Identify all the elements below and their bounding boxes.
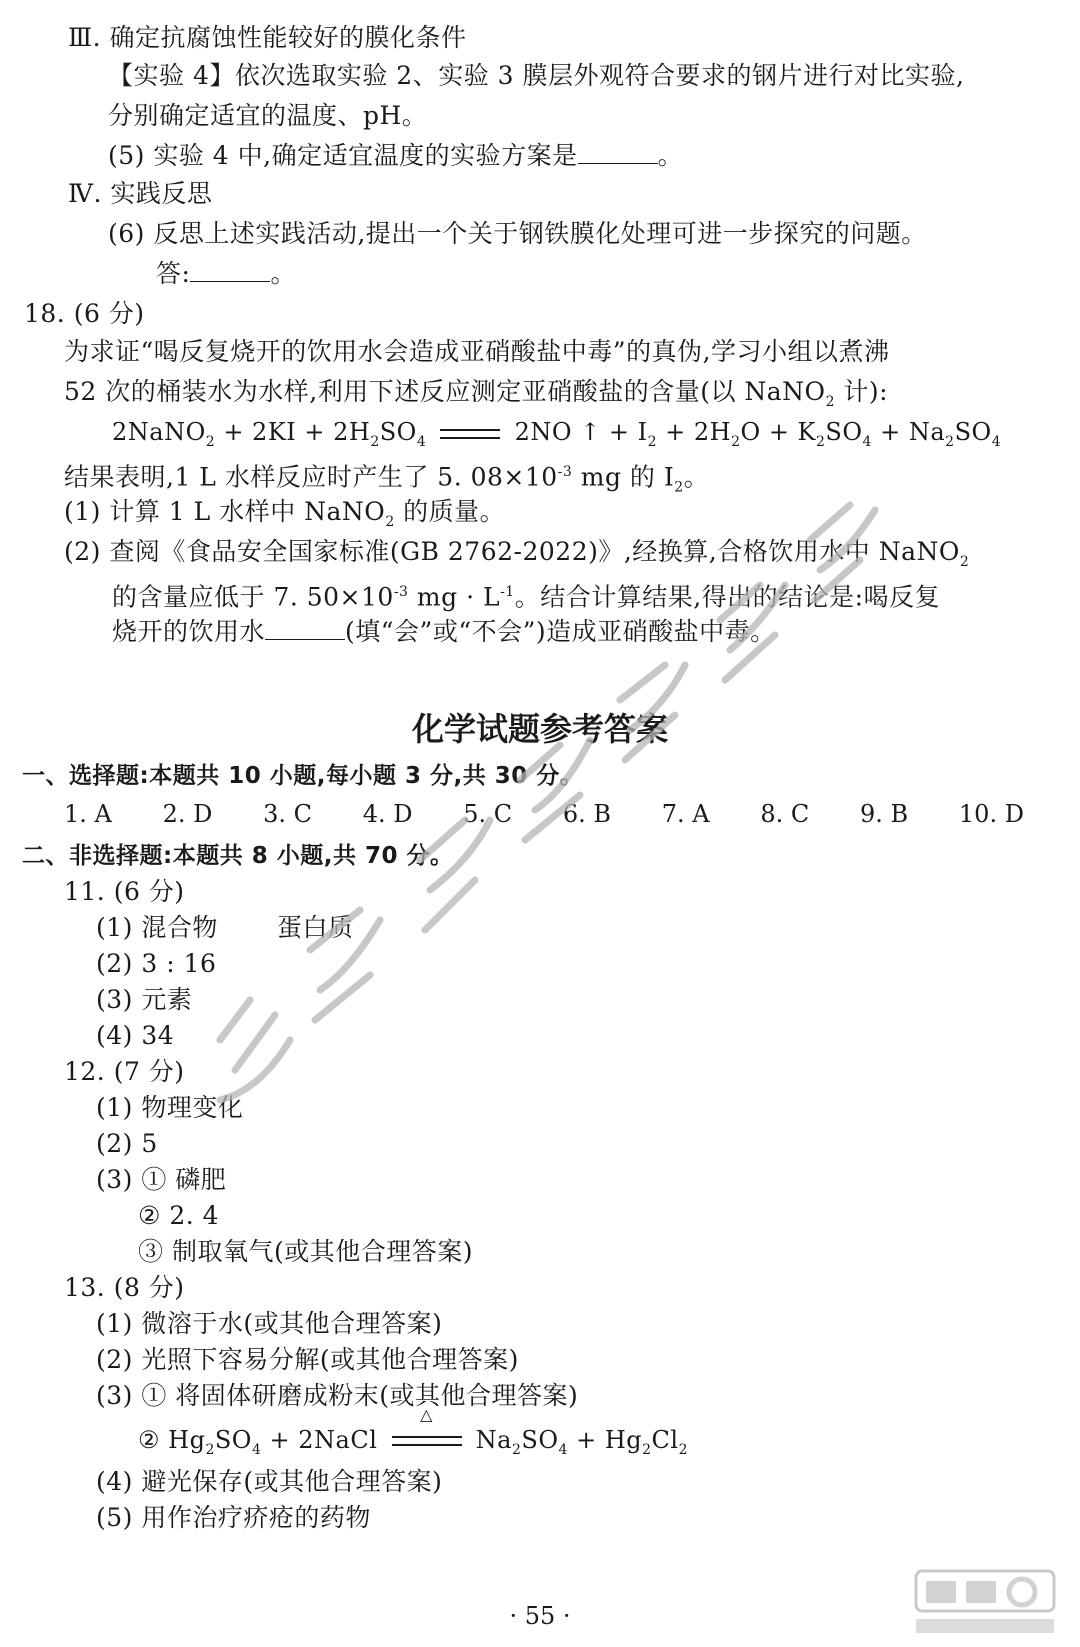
subscript: 4	[862, 433, 872, 450]
q18-number: 18. (6 分)	[24, 299, 145, 328]
q6-line: (6) 反思上述实践活动,提出一个关于钢铁膜化处理可进一步探究的问题。	[108, 219, 927, 248]
q6-answer-line	[156, 258, 296, 290]
subscript: 4	[416, 433, 427, 450]
superscript: -3	[393, 584, 409, 600]
q18-intro-line2-text: 52 次的桶装水为水样,利用下述反应测定亚硝酸盐的含量(以 NaNO	[64, 377, 826, 406]
subscript: 2	[674, 479, 684, 496]
q12-a3c: ③ 制取氧气(或其他合理答案)	[138, 1237, 473, 1266]
subscript: 4	[991, 433, 1002, 450]
q11-a2: (2) 3 : 16	[96, 949, 217, 978]
q18-intro-line1: 为求证“喝反复烧开的饮用水会造成亚硝酸盐中毒”的真伪,学习小组以煮沸	[64, 337, 890, 366]
q11-number: 11. (6 分)	[64, 877, 185, 906]
sub2-text: (填“会”或“不会”)造成亚硝酸盐中毒。	[345, 617, 776, 646]
equals-sign-icon	[392, 1434, 462, 1448]
q18-sub2-line2	[112, 576, 940, 613]
choice-answer: 1. A	[64, 800, 112, 828]
q5-blank	[578, 141, 658, 164]
choice-answer: 5. C	[463, 800, 513, 828]
eq-term: SO	[521, 1426, 559, 1454]
choice-answer: 10. D	[958, 800, 1024, 828]
q13-a5: (5) 用作治疗疥疮的药物	[96, 1503, 371, 1532]
exp4-line2: 分别确定适宜的温度、pH。	[108, 101, 428, 130]
choice-answer: 9. B	[860, 800, 909, 828]
subscript: 2	[370, 433, 380, 450]
choice-answer: 7. A	[661, 800, 710, 828]
sub2-blank	[265, 617, 345, 640]
answer-end: 。	[270, 259, 296, 288]
q13-number: 13. (8 分)	[64, 1273, 185, 1302]
eq-term: SO	[825, 418, 863, 446]
q18-equation	[112, 416, 1001, 458]
subscript: 4	[558, 1441, 568, 1458]
choice-answer: 4. D	[362, 800, 413, 828]
eq-term: + Na	[871, 418, 946, 446]
q12-number: 12. (7 分)	[64, 1057, 185, 1086]
q5-line	[108, 140, 683, 172]
eq-term: + 2H	[657, 418, 732, 446]
sub2-text: mg · L	[408, 582, 501, 612]
q12-a1: (1) 物理变化	[96, 1093, 244, 1122]
q13-a2: (2) 光照下容易分解(或其他合理答案)	[96, 1345, 519, 1374]
eq-term: SO	[379, 418, 417, 446]
eq-term: + 2NaCl	[261, 1426, 378, 1454]
subscript: 2	[647, 433, 658, 450]
exp4-line1: 【实验 4】依次选取实验 2、实验 3 膜层外观符合要求的钢片进行对比实验,	[108, 61, 965, 90]
answer-label: 答:	[156, 259, 191, 288]
subscript: 2	[642, 1441, 652, 1458]
q5-text: (5) 实验 4 中,确定适宜温度的实验方案是	[108, 141, 578, 170]
q12-a3: (3) ① 磷肥	[96, 1165, 227, 1194]
subscript: 2	[731, 433, 741, 450]
eq-term: ② Hg	[138, 1426, 206, 1454]
choice-answer: 6. B	[562, 800, 612, 828]
q18-sub1	[64, 496, 505, 538]
q18-sub2-line1	[64, 536, 969, 578]
choice-answers	[64, 800, 1024, 828]
part4-heading: Ⅳ. 实践反思	[68, 179, 213, 208]
q5-end: 。	[657, 141, 684, 170]
choice-answer: 3. C	[263, 800, 312, 828]
q13-a3b-equation	[138, 1404, 689, 1466]
superscript: -1	[500, 584, 515, 600]
heat-equals-sign	[392, 1404, 462, 1448]
eq-term: + Hg	[567, 1426, 643, 1454]
subscript: 2	[959, 554, 970, 570]
subscript: 2	[205, 1441, 215, 1458]
eq-term: 2NO ↑ + I	[514, 418, 648, 446]
subscript: 2	[511, 1441, 522, 1458]
sub1-text: 的质量。	[394, 497, 506, 526]
q6-blank	[190, 259, 270, 282]
choice-answer: 2. D	[162, 800, 213, 828]
heat-condition-icon: △	[420, 1404, 433, 1424]
eq-term: Na	[475, 1426, 512, 1454]
answers-title: 化学试题参考答案	[411, 710, 668, 748]
sub2-text: (2) 查阅《食品安全国家标准(GB 2762-2022)》,经换算,合格饮用水中 NaNO	[64, 537, 960, 566]
subscript: 4	[251, 1441, 262, 1458]
sub2-text: 的含量应低于 7. 50×10	[112, 582, 394, 612]
q18-intro-line2	[64, 376, 888, 418]
superscript: -3	[557, 464, 573, 480]
eq-term: O + K	[740, 418, 816, 446]
result-text: 结果表明,1 L 水样反应时产生了 5. 08×10	[64, 462, 558, 492]
q13-a1: (1) 微溶于水(或其他合理答案)	[96, 1309, 443, 1338]
eq-term: SO	[954, 418, 992, 446]
eq-term: SO	[214, 1426, 252, 1454]
sub2-text: 烧开的饮用水	[112, 617, 266, 646]
part3-heading: Ⅲ. 确定抗腐蚀性能较好的膜化条件	[68, 23, 467, 52]
sub2-text: 。结合计算结果,得出的结论是:喝反复	[514, 582, 941, 612]
q18-sub2-line3	[112, 616, 776, 648]
subscript: 2	[945, 433, 955, 450]
q13-a4: (4) 避光保存(或其他合理答案)	[96, 1467, 443, 1496]
q18-intro-line2-end: 计):	[834, 377, 889, 406]
eq-term: + 2KI + 2H	[215, 418, 371, 446]
choice-answer: 8. C	[760, 800, 810, 828]
subscript: 2	[816, 433, 826, 450]
equals-sign-icon	[440, 427, 500, 441]
sub1-text: (1) 计算 1 L 水样中 NaNO	[64, 497, 386, 526]
q11-a4: (4) 34	[96, 1021, 175, 1050]
q13-a3: (3) ① 将固体研磨成粉末(或其他合理答案)	[96, 1381, 579, 1410]
section2-heading: 二、非选择题:本题共 8 小题,共 70 分。	[22, 843, 454, 869]
eq-term: 2NaNO	[112, 418, 206, 446]
eq-term: Cl	[651, 1426, 679, 1454]
subscript: 2	[825, 394, 835, 410]
section1-heading: 一、选择题:本题共 10 小题,每小题 3 分,共 30 分。	[22, 763, 584, 789]
page-number: · 55 ·	[509, 1602, 571, 1630]
subscript: 2	[205, 433, 216, 450]
q11-a3: (3) 元素	[96, 985, 193, 1014]
q11-a1: (1) 混合物 蛋白质	[96, 913, 354, 942]
result-text: 。	[683, 462, 710, 492]
q12-a3b: ② 2. 4	[138, 1201, 220, 1230]
subscript: 2	[678, 1441, 689, 1458]
result-text: mg 的 I	[572, 462, 675, 492]
q12-a2: (2) 5	[96, 1129, 158, 1158]
subscript: 2	[385, 514, 395, 530]
